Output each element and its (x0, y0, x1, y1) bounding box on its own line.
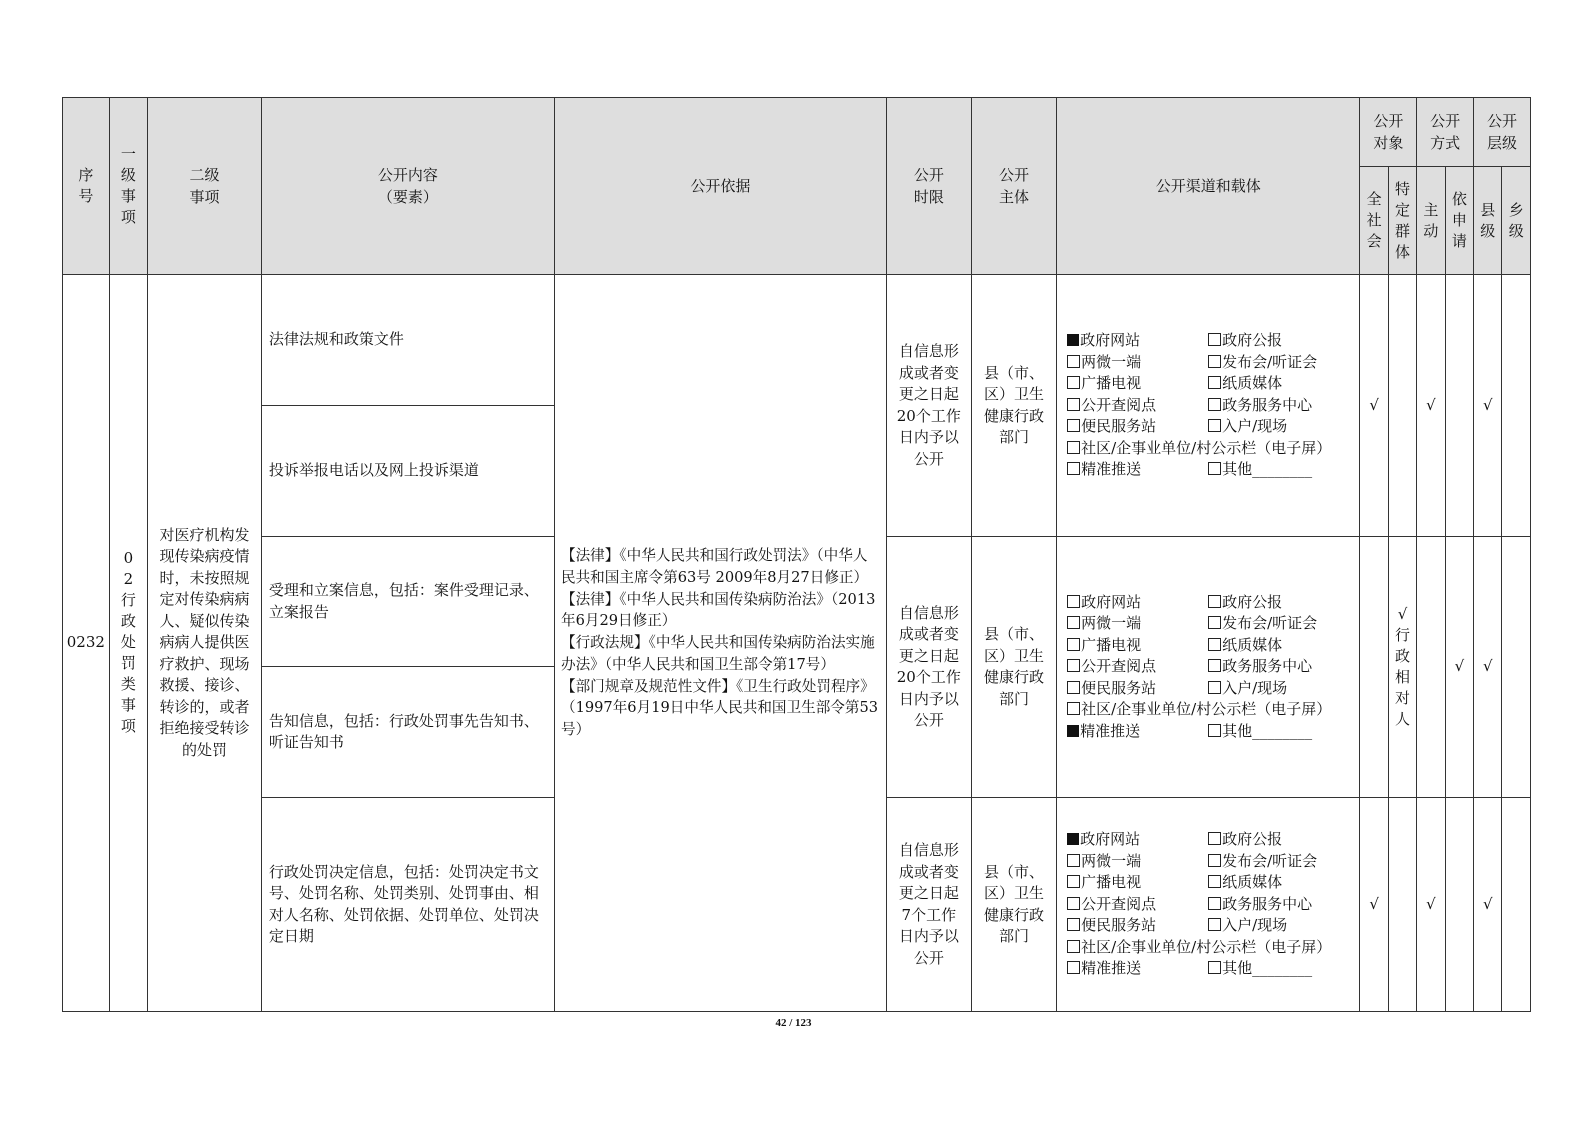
channel-option-label: 发布会/听证会 (1222, 614, 1318, 633)
unchecked-box-icon (1208, 355, 1221, 368)
channel-option-label: 其他________ (1222, 959, 1313, 978)
channel-option (1067, 373, 1208, 395)
channel-option-label: 纸质媒体 (1222, 873, 1283, 892)
channel-option (1067, 894, 1208, 916)
channel-option-label: 发布会/听证会 (1222, 352, 1318, 371)
channel-option (1208, 851, 1358, 873)
content-item: 法律法规和政策文件 (261, 275, 554, 406)
channel-option (1067, 330, 1208, 352)
channel-option (1208, 829, 1358, 851)
check-county: √ (1474, 798, 1502, 1012)
check-society (1360, 537, 1388, 798)
header-society: 全社会 (1360, 167, 1388, 275)
channel-option-label: 政府网站 (1080, 331, 1141, 350)
unchecked-box-icon (1208, 875, 1221, 888)
channel-option (1067, 613, 1208, 635)
content-item: 告知信息，包括：行政处罚事先告知书、听证告知书 (261, 667, 554, 798)
group-subject: 县（市、区）卫生健康行政部门 (971, 275, 1056, 537)
unchecked-box-icon (1208, 659, 1221, 672)
group-timelimit: 自信息形成或者变更之日起20个工作日内予以公开 (886, 275, 971, 537)
channel-option-label: 便民服务站 (1081, 678, 1157, 697)
header-method: 公开 方式 (1417, 98, 1474, 167)
checked-box-icon (1067, 725, 1079, 737)
unchecked-box-icon (1208, 376, 1221, 389)
channel-option (1067, 721, 1208, 743)
channel-option-label: 入户/现场 (1222, 678, 1288, 697)
check-township (1502, 537, 1531, 798)
check-specific: √行政相对人 (1388, 537, 1416, 798)
unchecked-box-icon (1067, 616, 1080, 629)
channel-option (1067, 851, 1208, 873)
header-active: 主动 (1417, 167, 1445, 275)
check-specific (1388, 275, 1416, 537)
channel-option-label: 精准推送 (1080, 721, 1141, 740)
channel-option-label: 政务服务中心 (1222, 657, 1313, 676)
channel-option-label: 社区/企事业单位/村公示栏（电子屏） (1081, 438, 1332, 457)
channel-option-label: 其他________ (1222, 460, 1313, 479)
unchecked-box-icon (1067, 854, 1080, 867)
channel-option (1067, 656, 1208, 678)
group-subject: 县（市、区）卫生健康行政部门 (971, 537, 1056, 798)
channel-option (1208, 678, 1358, 700)
header-county: 县级 (1474, 167, 1502, 275)
content-item: 受理和立案信息，包括：案件受理记录、立案报告 (261, 537, 554, 667)
channel-option-label: 政府公报 (1222, 331, 1283, 350)
unchecked-box-icon (1067, 462, 1080, 475)
unchecked-box-icon (1067, 875, 1080, 888)
channel-option-label: 公开查阅点 (1081, 657, 1157, 676)
channel-option (1208, 872, 1358, 894)
channel-option (1208, 635, 1358, 657)
row-seq: 0232 (63, 275, 110, 1012)
unchecked-box-icon (1208, 897, 1221, 910)
check-county: √ (1474, 275, 1502, 537)
channel-option (1208, 459, 1358, 481)
unchecked-box-icon (1208, 961, 1221, 974)
unchecked-box-icon (1067, 940, 1080, 953)
channel-option-label: 发布会/听证会 (1222, 851, 1318, 870)
header-township: 乡级 (1502, 167, 1531, 275)
unchecked-box-icon (1208, 854, 1221, 867)
unchecked-box-icon (1067, 376, 1080, 389)
channel-option-label: 公开查阅点 (1081, 395, 1157, 414)
disclosure-table (62, 97, 1531, 1012)
channel-option-label: 政府网站 (1081, 592, 1142, 611)
channel-option (1208, 656, 1358, 678)
check-active: √ (1417, 275, 1445, 537)
channel-option (1067, 352, 1208, 374)
channel-option (1208, 416, 1358, 438)
header-target: 公开 对象 (1360, 98, 1417, 167)
channel-option (1067, 937, 1359, 959)
channel-option (1067, 438, 1359, 460)
channel-option-label: 公开查阅点 (1081, 894, 1157, 913)
check-township (1502, 798, 1531, 1012)
channel-option-label: 便民服务站 (1081, 916, 1157, 935)
channel-option-label: 两微一端 (1081, 614, 1142, 633)
unchecked-box-icon (1208, 616, 1221, 629)
checked-box-icon (1067, 833, 1079, 845)
unchecked-box-icon (1067, 419, 1080, 432)
channel-option-label: 纸质媒体 (1222, 635, 1283, 654)
channel-option-label: 政府公报 (1222, 592, 1283, 611)
channel-option (1208, 395, 1358, 417)
header-seq: 序号 (63, 98, 110, 275)
channel-option-label: 入户/现场 (1222, 916, 1288, 935)
channel-option-label: 政务服务中心 (1222, 894, 1313, 913)
channel-option (1208, 373, 1358, 395)
check-request (1445, 275, 1473, 537)
header-level2: 二级 事项 (148, 98, 262, 275)
channel-option (1067, 829, 1208, 851)
check-society: √ (1360, 275, 1388, 537)
unchecked-box-icon (1067, 702, 1080, 715)
unchecked-box-icon (1067, 897, 1080, 910)
page-number: 42 / 123 (775, 1017, 812, 1029)
channel-option-label: 两微一端 (1081, 352, 1142, 371)
unchecked-box-icon (1208, 918, 1221, 931)
channel-option (1067, 592, 1208, 614)
channel-option-label: 广播电视 (1081, 374, 1142, 393)
channel-option (1067, 699, 1359, 721)
channel-option-label: 精准推送 (1081, 959, 1142, 978)
channel-option (1208, 592, 1358, 614)
unchecked-box-icon (1067, 355, 1080, 368)
row-level1: 02行政处罚类事项 (109, 275, 148, 1012)
channel-option (1067, 635, 1208, 657)
basis-text: 【法律】《中华人民共和国行政处罚法》（中华人民共和国主席令第63号 2009年8月27日修正） 【法律】《中华人民共和国传染病防治法》（2013年6月29日修正） 【行政法规】《中华人民共和国传染病防治法实施办法》（中华人民共和国卫生部令第17号） 【部门规章及规范性文件】《卫生行政处罚程序》（1997年6月19日中华人民共和国卫生部令第53号） (554, 275, 886, 1012)
check-request (1445, 798, 1473, 1012)
check-township (1502, 275, 1531, 537)
channel-option (1067, 915, 1208, 937)
check-active: √ (1417, 798, 1445, 1012)
unchecked-box-icon (1067, 398, 1080, 411)
header-level1: 一级事项 (109, 98, 148, 275)
channel-option (1208, 721, 1358, 743)
channel-option (1067, 416, 1208, 438)
header-request: 依申请 (1445, 167, 1473, 275)
channel-option (1067, 395, 1208, 417)
channel-option-label: 社区/企事业单位/村公示栏（电子屏） (1081, 700, 1332, 719)
channel-option-label: 纸质媒体 (1222, 374, 1283, 393)
unchecked-box-icon (1208, 832, 1221, 845)
channel-list (1057, 275, 1360, 537)
channel-option-label: 两微一端 (1081, 851, 1142, 870)
channel-list (1057, 798, 1360, 1012)
header-timelimit: 公开 时限 (886, 98, 971, 275)
header-level: 公开 层级 (1474, 98, 1531, 167)
unchecked-box-icon (1067, 595, 1080, 608)
row-level2: 对医疗机构发现传染病疫情时，未按照规定对传染病病人、疑似传染病病人提供医疗救护、现场救援、接诊、转诊的，或者拒绝接受转诊的处罚 (148, 275, 262, 1012)
unchecked-box-icon (1067, 918, 1080, 931)
group-timelimit: 自信息形成或者变更之日起20个工作日内予以公开 (886, 537, 971, 798)
channel-option (1067, 872, 1208, 894)
channel-option (1208, 894, 1358, 916)
channel-option-label: 政府公报 (1222, 830, 1283, 849)
channel-option (1208, 958, 1358, 980)
unchecked-box-icon (1067, 441, 1080, 454)
unchecked-box-icon (1208, 724, 1221, 737)
channel-option-label: 便民服务站 (1081, 417, 1157, 436)
unchecked-box-icon (1208, 419, 1221, 432)
checked-box-icon (1067, 334, 1079, 346)
channel-option (1208, 352, 1358, 374)
group-subject: 县（市、区）卫生健康行政部门 (971, 798, 1056, 1012)
unchecked-box-icon (1208, 638, 1221, 651)
content-item: 行政处罚决定信息，包括：处罚决定书文号、处罚名称、处罚类别、处罚事由、相对人名称、处罚依据、处罚单位、处罚决定日期 (261, 798, 554, 1012)
check-county: √ (1474, 537, 1502, 798)
channel-option (1208, 915, 1358, 937)
check-society: √ (1360, 798, 1388, 1012)
channel-option-label: 广播电视 (1081, 873, 1142, 892)
check-request: √ (1445, 537, 1473, 798)
header-basis: 公开依据 (554, 98, 886, 275)
unchecked-box-icon (1067, 961, 1080, 974)
unchecked-box-icon (1208, 681, 1221, 694)
channel-option-label: 政府网站 (1080, 830, 1141, 849)
unchecked-box-icon (1208, 595, 1221, 608)
unchecked-box-icon (1067, 681, 1080, 694)
header-content: 公开内容 （要素） (261, 98, 554, 275)
group-timelimit: 自信息形成或者变更之日起7个工作日内予以公开 (886, 798, 971, 1012)
unchecked-box-icon (1067, 659, 1080, 672)
unchecked-box-icon (1208, 462, 1221, 475)
unchecked-box-icon (1208, 398, 1221, 411)
channel-option-label: 社区/企事业单位/村公示栏（电子屏） (1081, 937, 1332, 956)
channel-option-label: 精准推送 (1081, 460, 1142, 479)
channel-option (1067, 459, 1208, 481)
channel-option-label: 其他________ (1222, 721, 1313, 740)
check-active (1417, 537, 1445, 798)
channel-option (1208, 330, 1358, 352)
header-subject: 公开 主体 (971, 98, 1056, 275)
channel-option (1067, 678, 1208, 700)
channel-option (1067, 958, 1208, 980)
unchecked-box-icon (1067, 638, 1080, 651)
channel-option-label: 入户/现场 (1222, 417, 1288, 436)
channel-option-label: 广播电视 (1081, 635, 1142, 654)
header-channel: 公开渠道和载体 (1057, 98, 1360, 275)
check-specific (1388, 798, 1416, 1012)
header-specific: 特定群体 (1388, 167, 1416, 275)
content-item: 投诉举报电话以及网上投诉渠道 (261, 406, 554, 537)
channel-option-label: 政务服务中心 (1222, 395, 1313, 414)
channel-option (1208, 613, 1358, 635)
unchecked-box-icon (1208, 333, 1221, 346)
channel-list (1057, 537, 1360, 798)
